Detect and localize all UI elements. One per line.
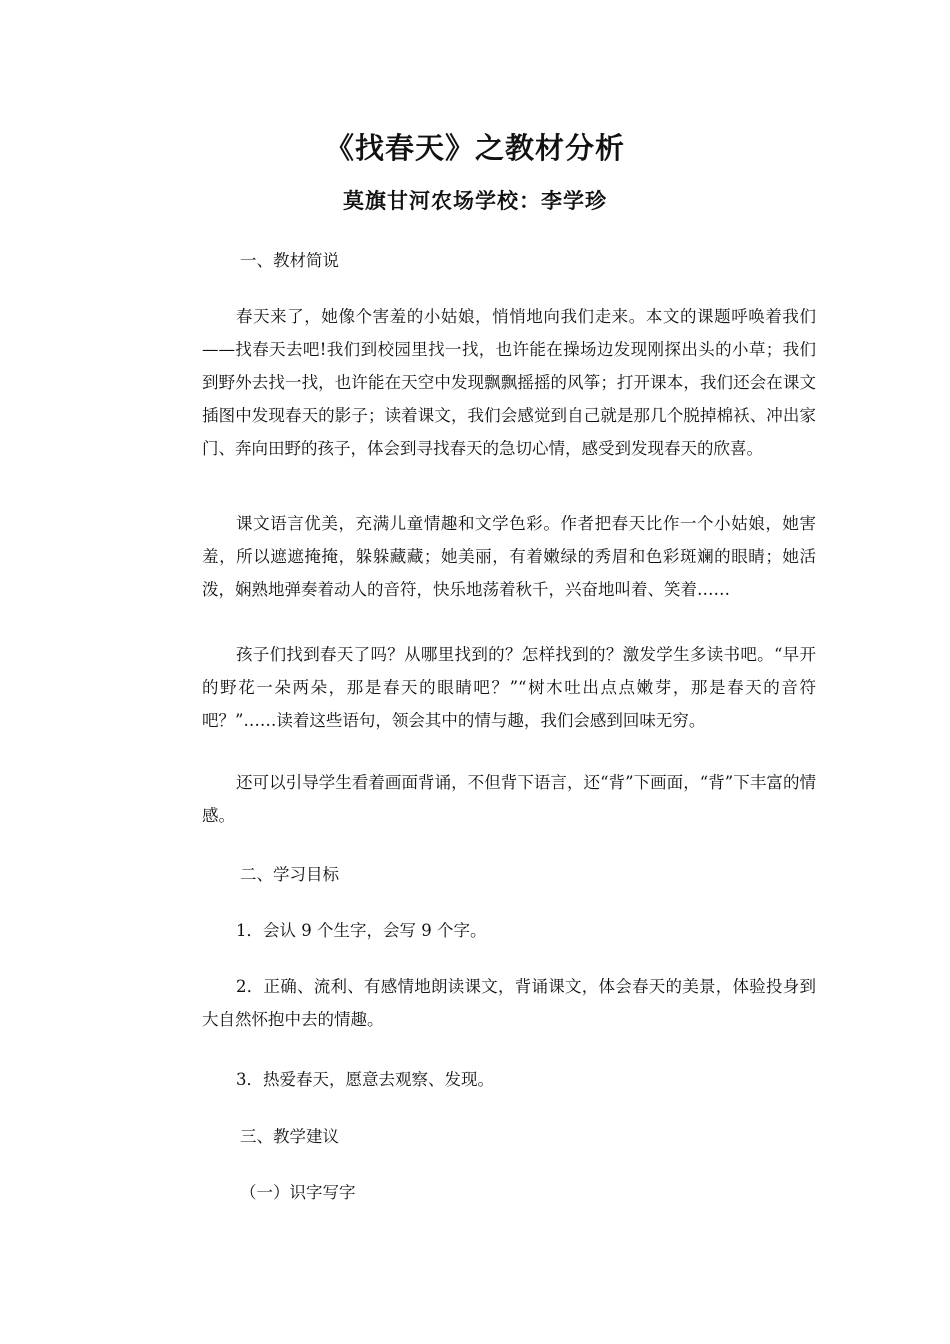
paragraph-4: 还可以引导学生看着画面背诵，不但背下语言，还“背”下画面，“背”下丰富的情感。 (202, 773, 816, 825)
section-heading-2: 二、学习目标 (240, 865, 339, 884)
goal-item-3: 3．热爱春天，愿意去观察、发现。 (236, 1070, 494, 1089)
document-subtitle: 莫旗甘河农场学校：李学珍 (343, 189, 607, 213)
section-heading-1: 一、教材简说 (240, 251, 339, 270)
goal-item-1: 1．会认 9 个生字，会写 9 个字。 (236, 921, 487, 940)
subsection-heading-1: （一）识字写字 (240, 1183, 356, 1202)
document-title: 《找春天》之教材分析 (324, 131, 625, 165)
section-heading-3: 三、教学建议 (240, 1127, 339, 1146)
goal-item-2: 2．正确、流利、有感情地朗读课文，背诵课文，体会春天的美景，体验投身到大自然怀抱中去的情趣。 (202, 977, 816, 1029)
paragraph-3: 孩子们找到春天了吗？从哪里找到的？怎样找到的？激发学生多读书吧。“早开的野花一朵两朵，那是春天的眼睛吧？”“树木吐出点点嫩芽，那是春天的音符吧？”……读着这些语句，领会其中的情与趣，我们会感到回味无穷。 (202, 645, 816, 730)
paragraph-1: 春天来了，她像个害羞的小姑娘，悄悄地向我们走来。本文的课题呼唤着我们——找春天去吧!我们到校园里找一找，也许能在操场边发现刚探出头的小草；我们到野外去找一找，也许能在天空中发现飘飘摇摇的风筝；打开课本，我们还会在课文插图中发现春天的影子；读着课文，我们会感觉到自己就是那几个脱掉棉袄、冲出家门、奔向田野的孩子，体会到寻找春天的急切心情，感受到发现春天的欣喜。 (202, 307, 816, 458)
paragraph-2: 课文语言优美，充满儿童情趣和文学色彩。作者把春天比作一个小姑娘，她害羞，所以遮遮掩掩，躲躲藏藏；她美丽，有着嫩绿的秀眉和色彩斑斓的眼睛；她活泼，娴熟地弹奏着动人的音符，快乐地荡着秋千，兴奋地叫着、笑着…… (202, 514, 816, 599)
